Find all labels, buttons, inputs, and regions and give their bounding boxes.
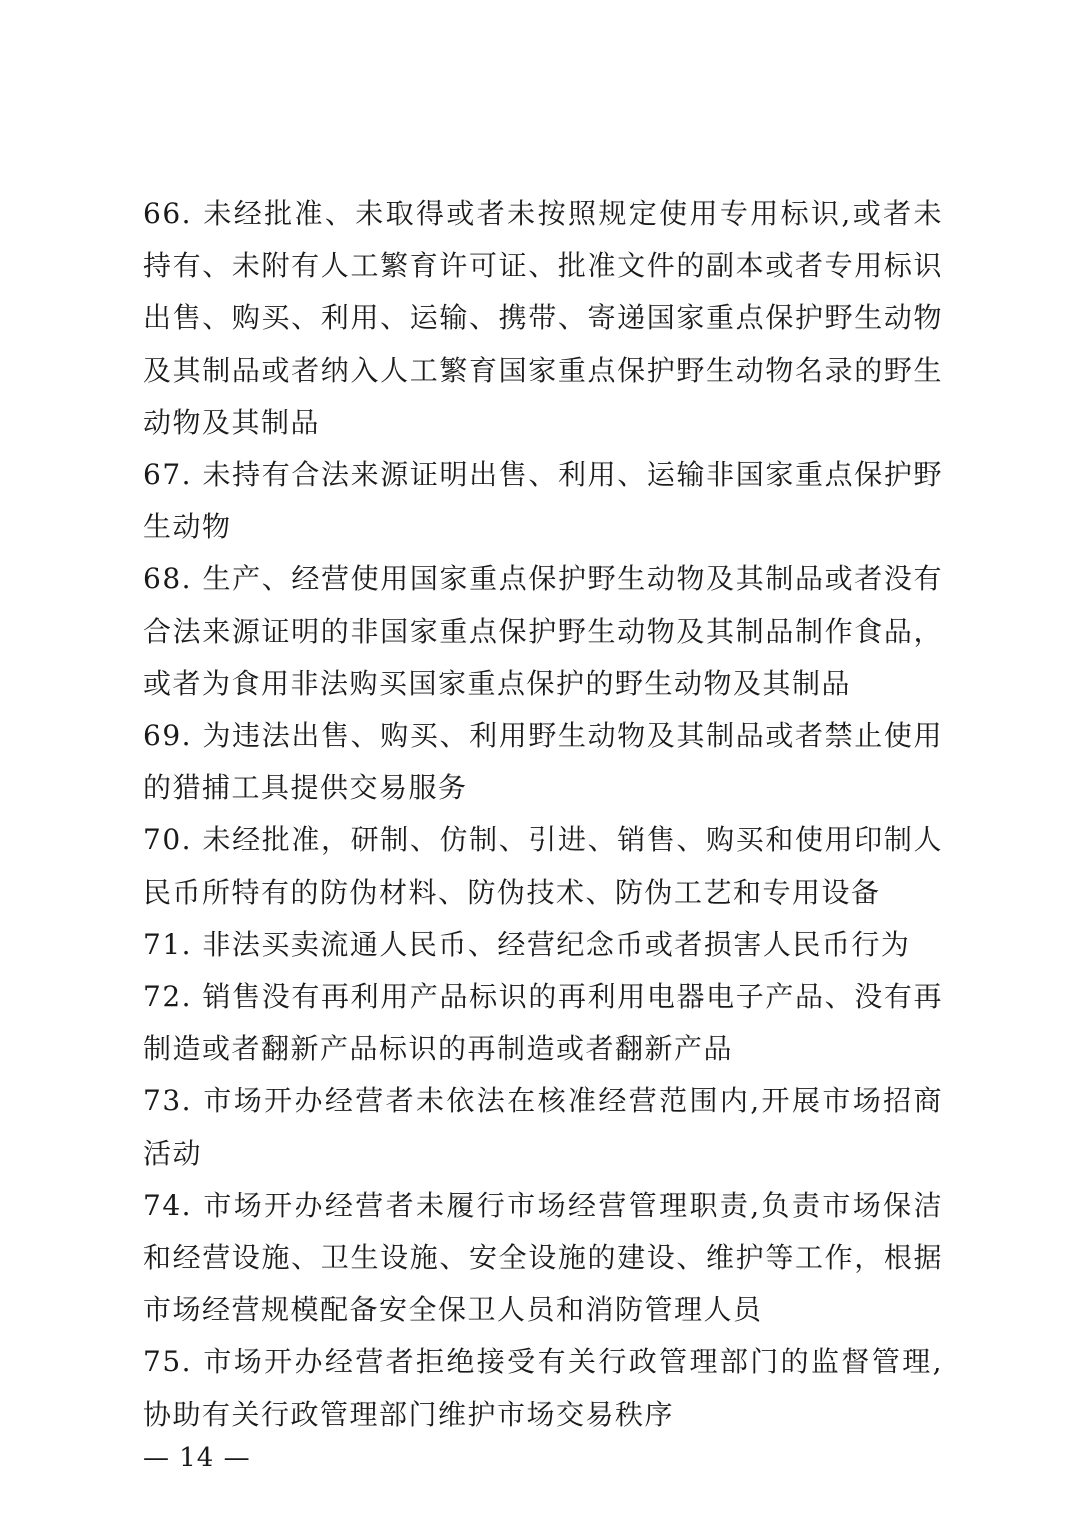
entry-71: 71. 非法买卖流通人民币、经营纪念币或者损害人民币行为 xyxy=(143,927,911,961)
entry-69: 69. 为违法出售、购买、利用野生动物及其制品或者禁止使用的猎捕工具提供交易服务 xyxy=(143,719,943,805)
entry-74: 74. 市场开办经营者未履行市场经营管理职责,负责市场保洁和经营设施、卫生设施、安全设施的建设、维护等工作，根据市场经营规模配备安全保卫人员和消防管理人员 xyxy=(143,1188,943,1327)
entry-70: 70. 未经批准，研制、仿制、引进、销售、购买和使用印制人民币所特有的防伪材料、防伪技术、防伪工艺和专用设备 xyxy=(143,823,943,909)
entry-68: 68. 生产、经营使用国家重点保护野生动物及其制品或者没有合法来源证明的非国家重点保护野生动物及其制品制作食品，或者为食用非法购买国家重点保护的野生动物及其制品 xyxy=(143,562,943,700)
page-number: — 14 — xyxy=(143,1443,251,1473)
entry-67: 67. 未持有合法来源证明出售、利用、运输非国家重点保护野生动物 xyxy=(143,458,943,544)
entry-73: 73. 市场开办经营者未依法在核准经营范围内,开展市场招商活动 xyxy=(143,1084,943,1170)
entry-72: 72. 销售没有再利用产品标识的再利用电器电子产品、没有再制造或者翻新产品标识的再制造或者翻新产品 xyxy=(143,980,943,1066)
entry-75: 75. 市场开办经营者拒绝接受有关行政管理部门的监督管理,协助有关行政管理部门维护市场交易秩序 xyxy=(143,1345,943,1431)
entry-list xyxy=(143,188,943,1441)
entry-66: 66. 未经批准、未取得或者未按照规定使用专用标识,或者未持有、未附有人工繁育许可证、批准文件的副本或者专用标识出售、购买、利用、运输、携带、寄递国家重点保护野生动物及其制品或者纳入人工繁育国家重点保护野生动物名录的野生动物及其制品 xyxy=(143,197,943,439)
